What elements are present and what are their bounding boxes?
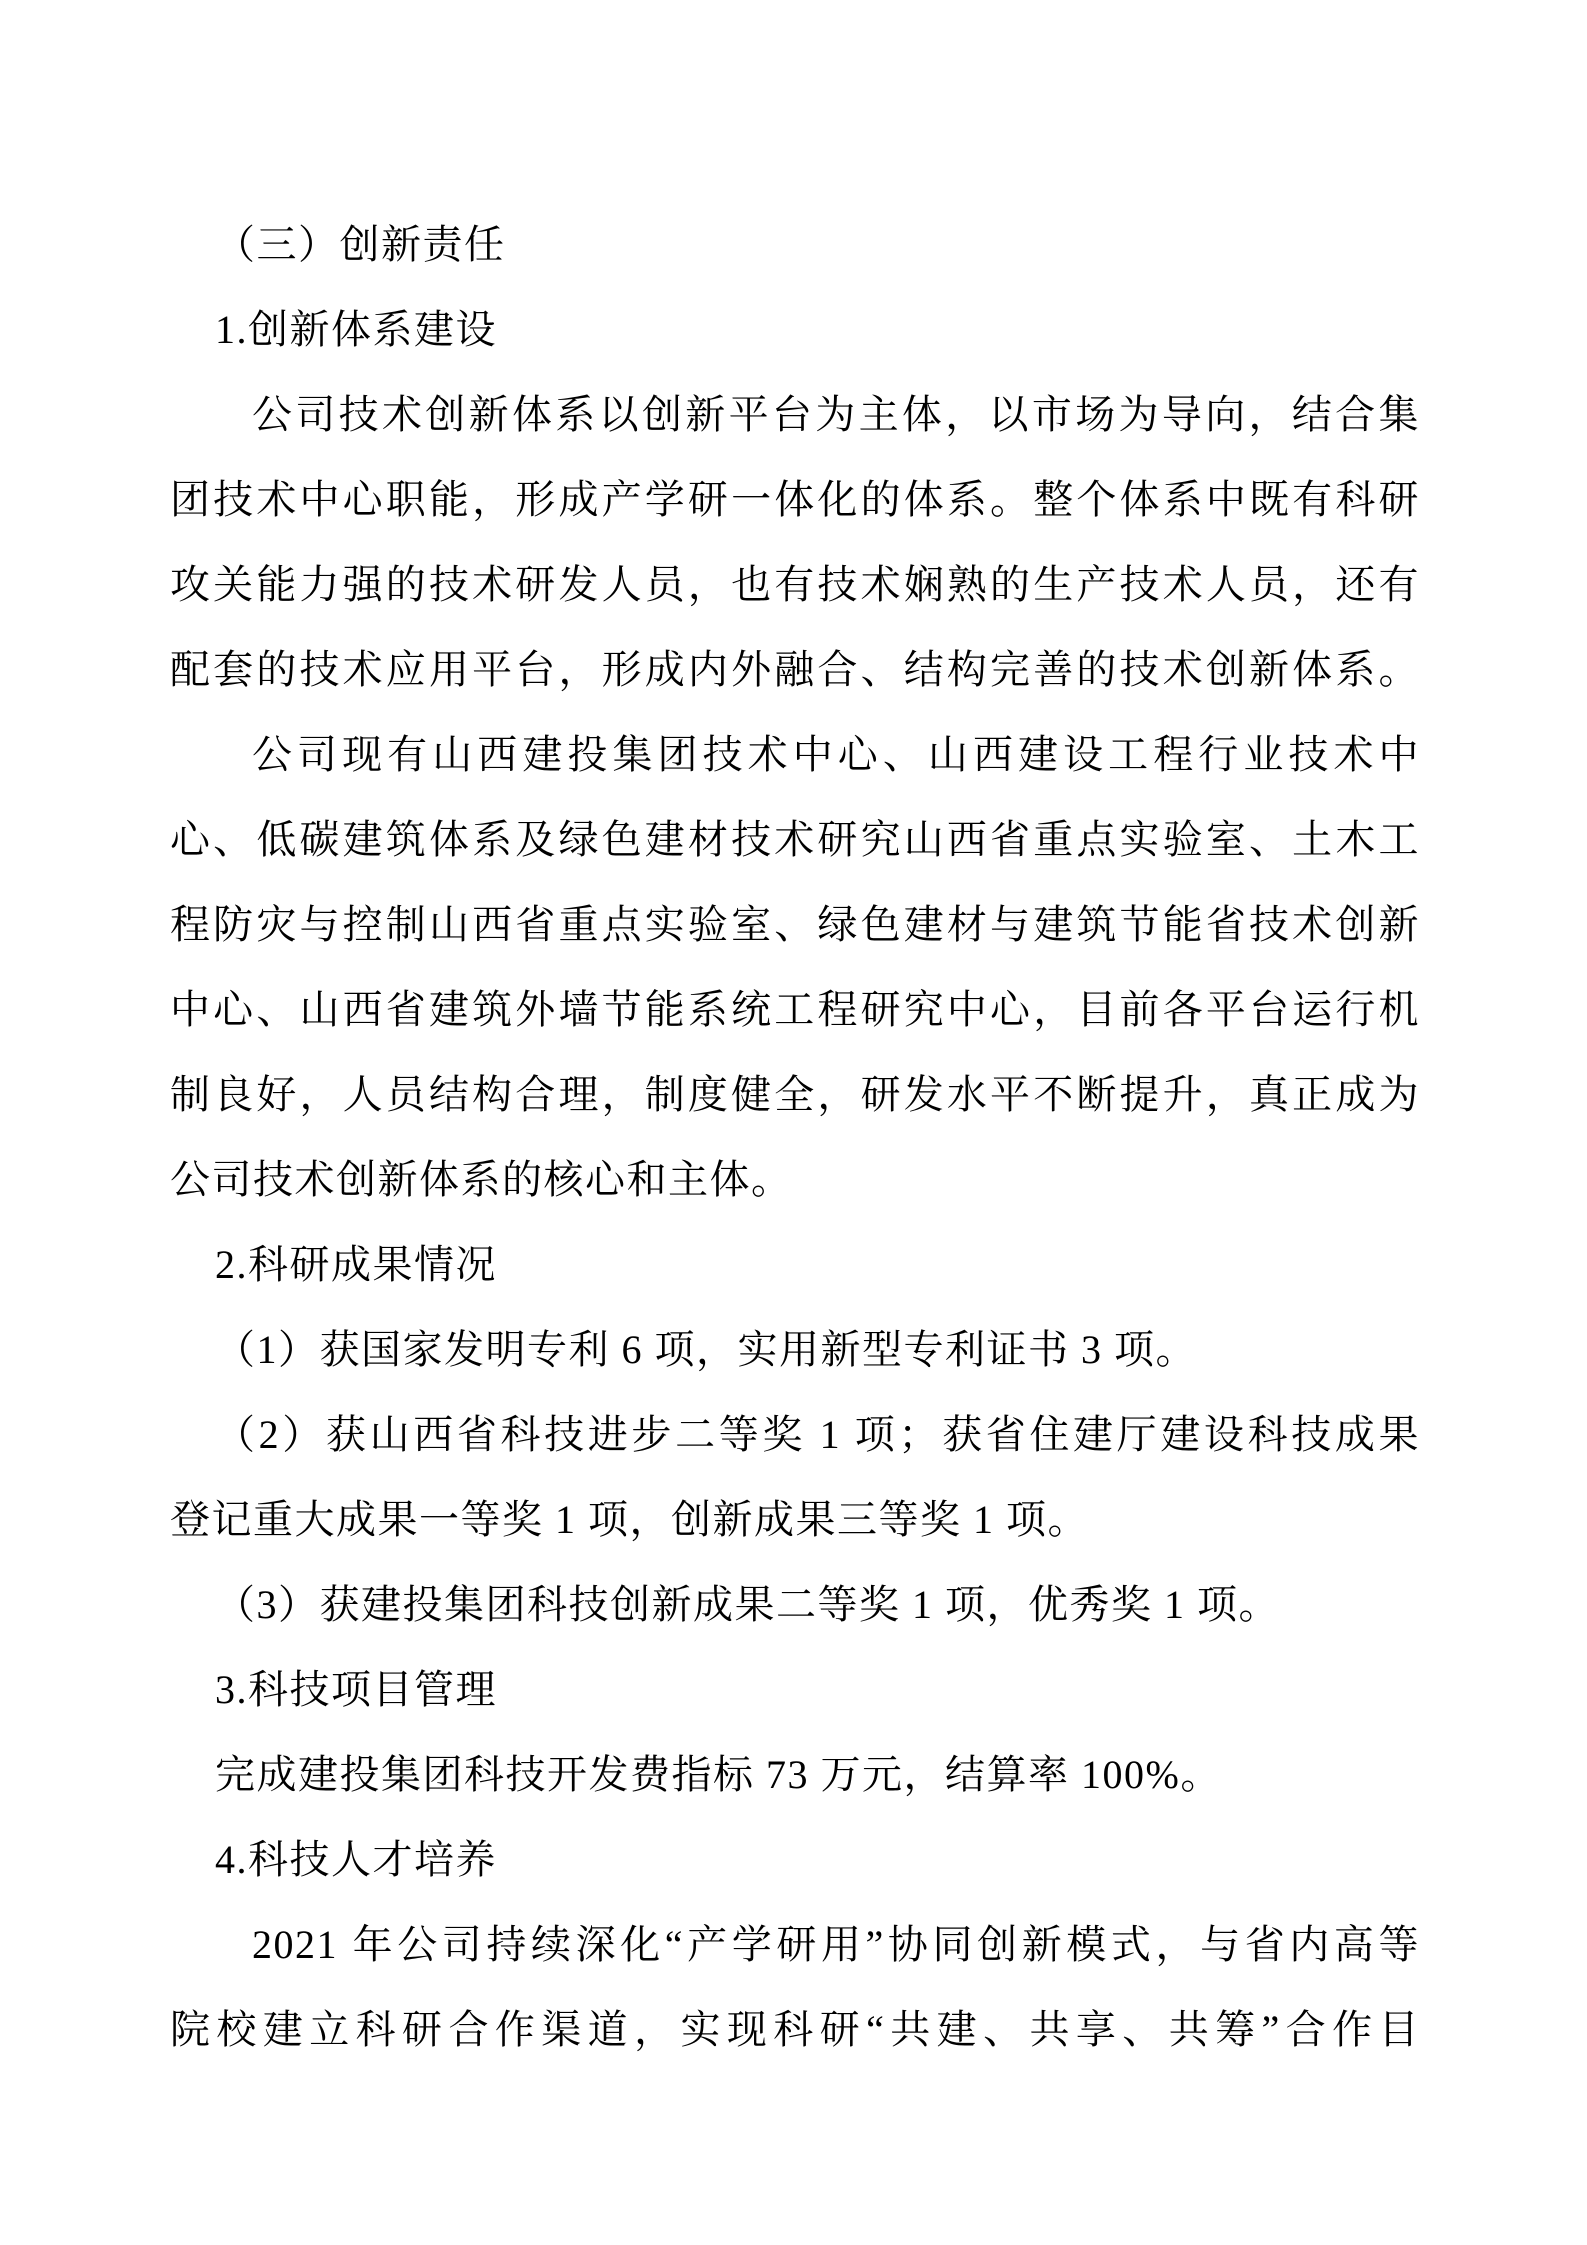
paragraph-1-line-4: 配套的技术应用平台，形成内外融合、结构完善的技术创新体系。 xyxy=(170,647,1420,692)
paragraph-2-line-4: 中心、山西省建筑外墙节能系统工程研究中心，目前各平台运行机 xyxy=(170,987,1420,1032)
list-item-3: （3）获建投集团科技创新成果二等奖 1 项，优秀奖 1 项。 xyxy=(215,1582,1280,1627)
subheading-2: 2.科研成果情况 xyxy=(215,1242,497,1287)
paragraph-4-line-2: 院校建立科研合作渠道，实现科研“共建、共享、共筹”合作目 xyxy=(170,2007,1420,2052)
list-item-2-line-2: 登记重大成果一等奖 1 项，创新成果三等奖 1 项。 xyxy=(170,1497,1089,1542)
paragraph-2-line-2: 心、低碳建筑体系及绿色建材技术研究山西省重点实验室、土木工 xyxy=(170,817,1420,862)
paragraph-1-line-1: 公司技术创新体系以创新平台为主体，以市场为导向，结合集 xyxy=(252,392,1420,437)
list-item-1: （1）获国家发明专利 6 项，实用新型专利证书 3 项。 xyxy=(215,1327,1197,1372)
section-heading: （三）创新责任 xyxy=(215,222,506,267)
paragraph-2-line-5: 制良好，人员结构合理，制度健全，研发水平不断提升，真正成为 xyxy=(170,1072,1420,1117)
paragraph-2-line-6: 公司技术创新体系的核心和主体。 xyxy=(170,1157,793,1202)
paragraph-3-line-1: 完成建投集团科技开发费指标 73 万元，结算率 100%。 xyxy=(215,1752,1222,1797)
paragraph-2-line-3: 程防灾与控制山西省重点实验室、绿色建材与建筑节能省技术创新 xyxy=(170,902,1420,947)
paragraph-4-line-1: 2021 年公司持续深化“产学研用”协同创新模式，与省内高等 xyxy=(252,1922,1420,1967)
list-item-2-line-1: （2）获山西省科技进步二等奖 1 项；获省住建厅建设科技成果 xyxy=(215,1412,1420,1457)
paragraph-1-line-3: 攻关能力强的技术研发人员，也有技术娴熟的生产技术人员，还有 xyxy=(170,562,1420,607)
document-body xyxy=(170,202,1420,2072)
subheading-1: 1.创新体系建设 xyxy=(215,307,497,352)
subheading-3: 3.科技项目管理 xyxy=(215,1667,497,1712)
subheading-4: 4.科技人才培养 xyxy=(215,1837,497,1882)
paragraph-1-line-2: 团技术中心职能，形成产学研一体化的体系。整个体系中既有科研 xyxy=(170,477,1420,522)
paragraph-2-line-1: 公司现有山西建投集团技术中心、山西建设工程行业技术中 xyxy=(252,732,1420,777)
